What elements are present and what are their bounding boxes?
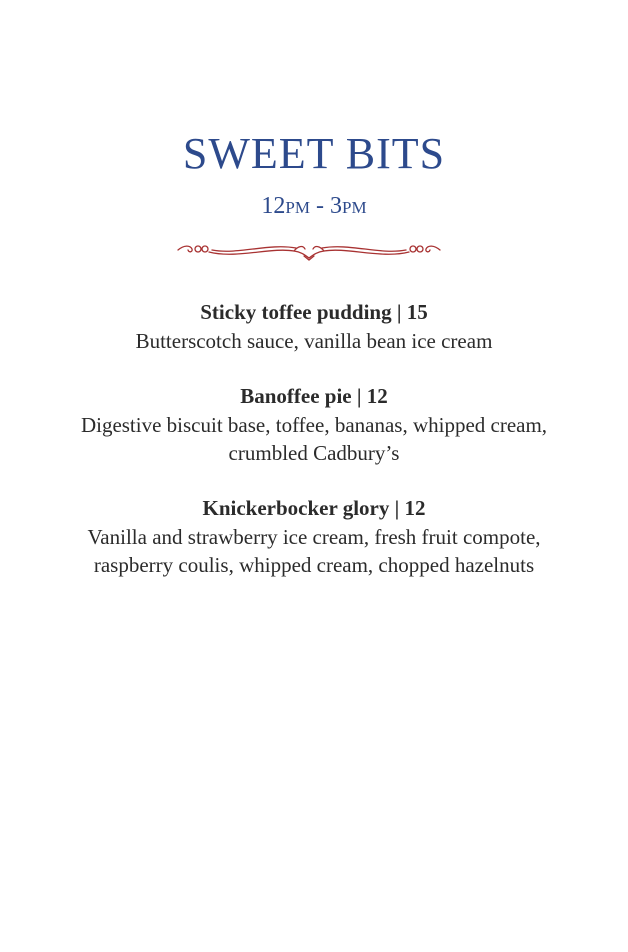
menu-item-name: Knickerbocker glory | 12: [202, 496, 426, 520]
menu-item-description: Butterscotch sauce, vanilla bean ice cream: [135, 329, 493, 353]
service-hours: [0, 190, 628, 222]
menu-item-name: Sticky toffee pudding | 15: [200, 300, 428, 324]
menu-item-description-line-2: crumbled Cadbury’s: [228, 441, 400, 465]
menu-item-sticky-toffee-pudding: [0, 298, 628, 355]
menu-item-name: Banoffee pie | 12: [240, 384, 388, 408]
menu-item-description-line-2: raspberry coulis, whipped cream, chopped hazelnuts: [93, 553, 535, 577]
ornamental-divider-icon: [176, 239, 442, 265]
menu-item-description-line-1: Vanilla and strawberry ice cream, fresh fruit compote,: [87, 525, 541, 549]
menu-item-description-line-1: Digestive biscuit base, toffee, bananas, whipped cream,: [80, 413, 548, 437]
dessert-list: [0, 298, 628, 606]
menu-item-banoffee-pie: [0, 382, 628, 467]
menu-title: SWEET BITS: [182, 129, 446, 178]
service-hours-text: 12pm - 3pm: [261, 193, 367, 219]
menu-item-knickerbocker-glory: [0, 494, 628, 579]
